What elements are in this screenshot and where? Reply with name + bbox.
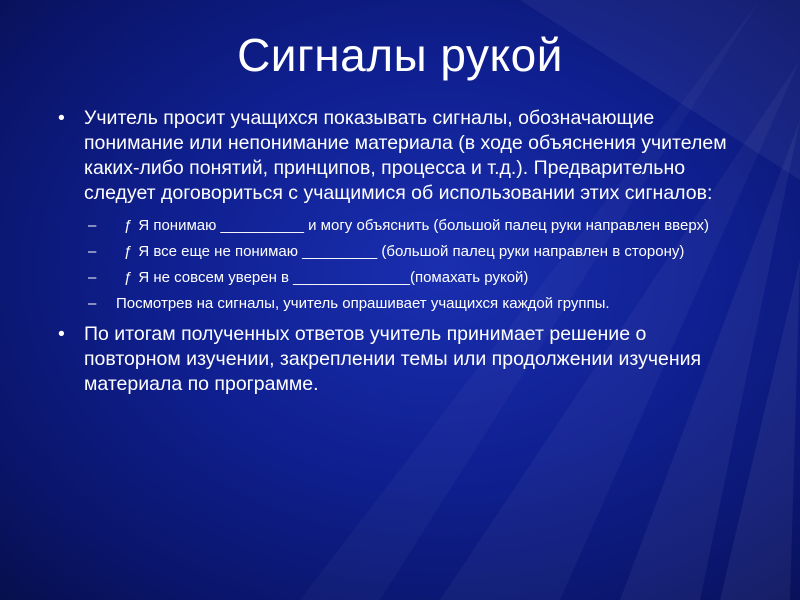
sub-item — [58, 293, 748, 314]
sub-marker: – — [88, 243, 97, 260]
sub-item-text: Я не совсем уверен в ______________(помахать рукой) — [138, 269, 529, 286]
sub-item — [58, 241, 748, 262]
hand-glyph-icon: ƒ — [124, 243, 133, 260]
bullet-item — [58, 322, 748, 397]
bullet-marker: • — [58, 107, 65, 129]
slide-content — [58, 106, 748, 406]
bullet-text: Учитель просит учащихся показывать сигналы, обозначающие понимание или непонимание материала (в ходе объяснения учителем каких-либо понятий, принципов, процесса и т.д.). Предварительно следует договориться с учащимися об использовании этих сигналов: — [84, 107, 727, 204]
hand-glyph-icon: ƒ — [124, 269, 133, 286]
slide-title: Сигналы рукой — [237, 29, 563, 81]
hand-glyph-icon: ƒ — [124, 217, 133, 234]
sub-marker: – — [88, 295, 97, 312]
sub-marker: – — [88, 217, 97, 234]
bullet-marker: • — [58, 323, 65, 345]
bullet-item — [58, 106, 748, 206]
bullet-text: По итогам полученных ответов учитель принимает решение о повторном изучении, закреплении темы или продолжении изучения материала по программе. — [84, 323, 702, 395]
sub-item-text: Посмотрев на сигналы, учитель опрашивает учащихся каждой группы. — [116, 295, 610, 312]
sub-item-text: Я понимаю __________ и могу объяснить (большой палец руки направлен вверх) — [138, 217, 709, 234]
sub-item — [58, 215, 748, 236]
sub-item-text: Я все еще не понимаю _________ (большой палец руки направлен в сторону) — [138, 243, 685, 260]
sub-item — [58, 267, 748, 288]
sub-marker: – — [88, 269, 97, 286]
